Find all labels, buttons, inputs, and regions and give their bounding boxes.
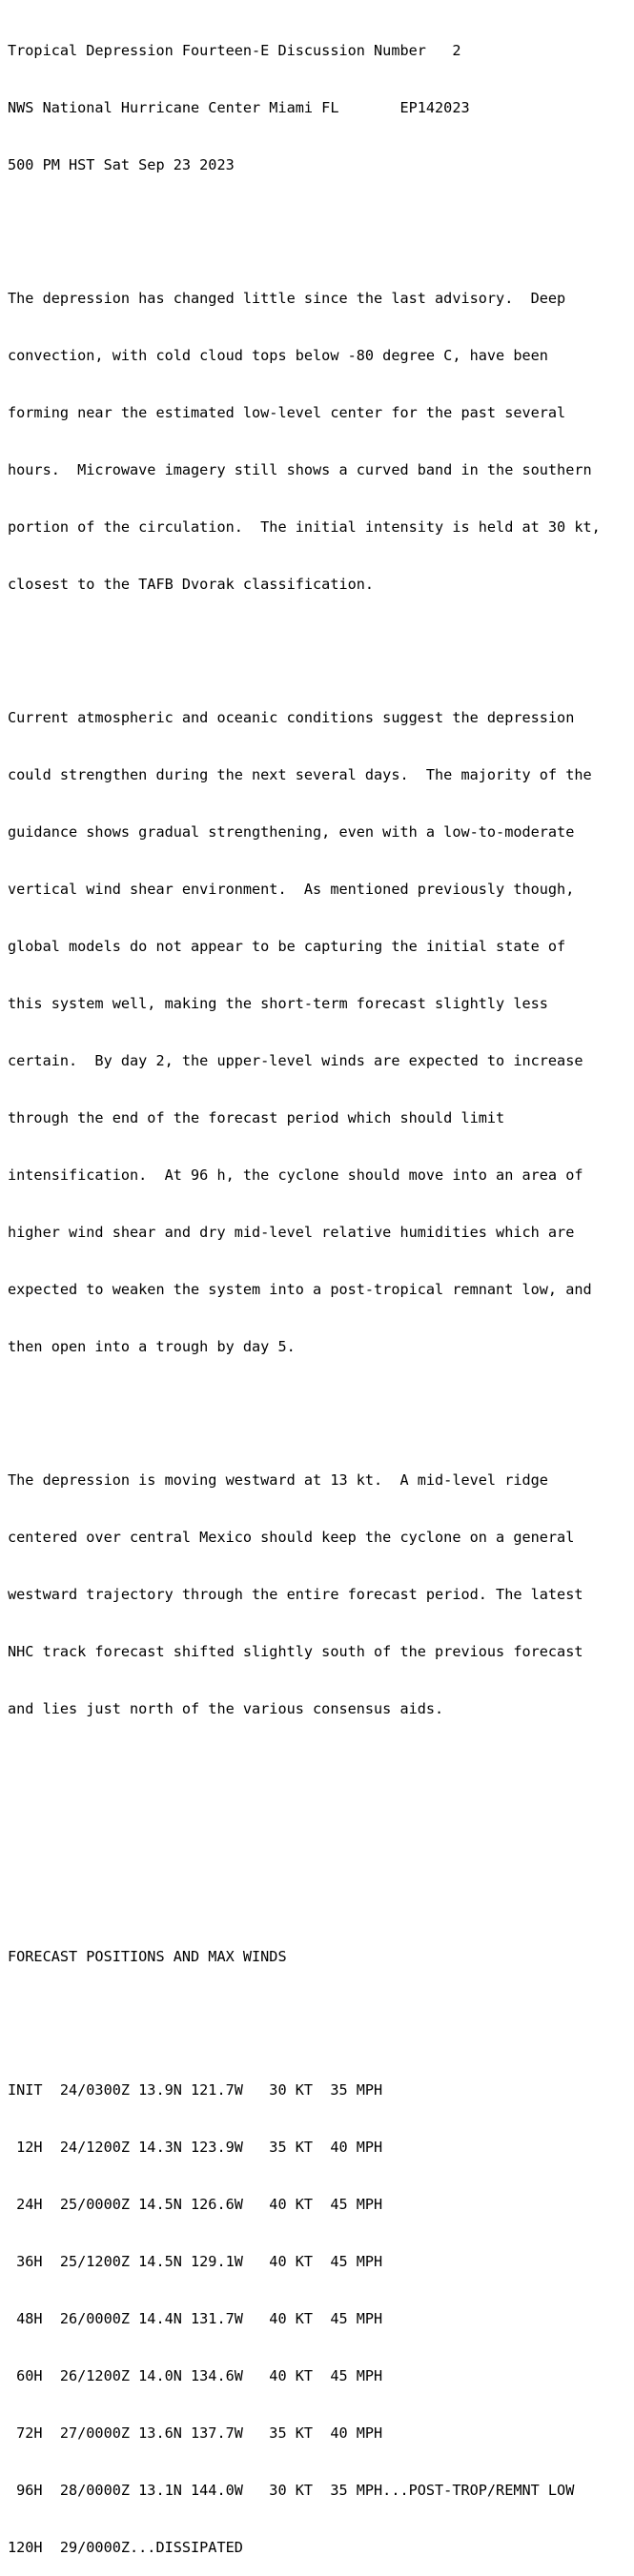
paragraph-line: closest to the TAFB Dvorak classification. [8,576,375,593]
forecast-row: 72H 27/0000Z 13.6N 137.7W 35 KT 40 MPH [8,2424,383,2442]
paragraph-line: hours. Microwave imagery still shows a curved band in the southern [8,461,592,478]
paragraph-line: convection, with cold cloud tops below -80 degree C, have been [8,347,548,364]
blank-line [8,213,634,232]
header-center-line: NWS National Hurricane Center Miami FL EP142023 [8,99,470,116]
paragraph-line: intensification. At 96 h, the cyclone should move into an area of [8,1166,583,1184]
blank-line [8,632,634,651]
blank-line [8,1871,634,1890]
header-time-line: 500 PM HST Sat Sep 23 2023 [8,156,235,173]
paragraph-line: The depression has changed little since the last advisory. Deep [8,290,566,307]
forecast-row: 120H 29/0000Z...DISSIPATED [8,2539,243,2556]
paragraph-line: NHC track forecast shifted slightly south of the previous forecast [8,1643,583,1660]
paragraph-line: then open into a trough by day 5. [8,1338,296,1355]
paragraph-line: forming near the estimated low-level center for the past several [8,404,566,421]
paragraph-line: The depression is moving westward at 13 kt. A mid-level ridge [8,1471,548,1489]
forecast-row: 24H 25/0000Z 14.5N 126.6W 40 KT 45 MPH [8,2196,383,2213]
forecast-title: FORECAST POSITIONS AND MAX WINDS [8,1948,287,1965]
paragraph-line: vertical wind shear environment. As mentioned previously though, [8,881,575,898]
blank-line [8,1814,634,1833]
forecast-row: 96H 28/0000Z 13.1N 144.0W 30 KT 35 MPH...POST-TROP/REMNT LOW [8,2482,575,2499]
forecast-row: INIT 24/0300Z 13.9N 121.7W 30 KT 35 MPH [8,2081,383,2099]
blank-line [8,1756,634,1775]
header-title-line: Tropical Depression Fourteen-E Discussion Number 2 [8,42,461,59]
blank-line [8,1394,634,1413]
paragraph-line: could strengthen during the next several days. The majority of the [8,766,592,783]
blank-line [8,2004,634,2023]
paragraph-line: westward trajectory through the entire forecast period. The latest [8,1586,583,1603]
paragraph-line: expected to weaken the system into a post-tropical remnant low, and [8,1281,592,1298]
paragraph-line: certain. By day 2, the upper-level winds are expected to increase [8,1052,583,1069]
paragraph-line: and lies just north of the various consensus aids. [8,1700,444,1717]
paragraph-line: global models do not appear to be capturing the initial state of [8,938,566,955]
paragraph-line: centered over central Mexico should keep the cyclone on a general [8,1529,575,1546]
paragraph-line: higher wind shear and dry mid-level relative humidities which are [8,1224,575,1241]
forecast-row: 36H 25/1200Z 14.5N 129.1W 40 KT 45 MPH [8,2253,383,2270]
forecast-row: 48H 26/0000Z 14.4N 131.7W 40 KT 45 MPH [8,2310,383,2327]
paragraph-line: portion of the circulation. The initial intensity is held at 30 kt, [8,518,601,536]
forecast-row: 60H 26/1200Z 14.0N 134.6W 40 KT 45 MPH [8,2367,383,2384]
paragraph-line: Current atmospheric and oceanic conditions suggest the depression [8,709,575,726]
paragraph-line: this system well, making the short-term forecast slightly less [8,995,548,1012]
paragraph-line: through the end of the forecast period which should limit [8,1109,505,1126]
forecast-row: 12H 24/1200Z 14.3N 123.9W 35 KT 40 MPH [8,2139,383,2156]
paragraph-line: guidance shows gradual strengthening, even with a low-to-moderate [8,823,575,841]
